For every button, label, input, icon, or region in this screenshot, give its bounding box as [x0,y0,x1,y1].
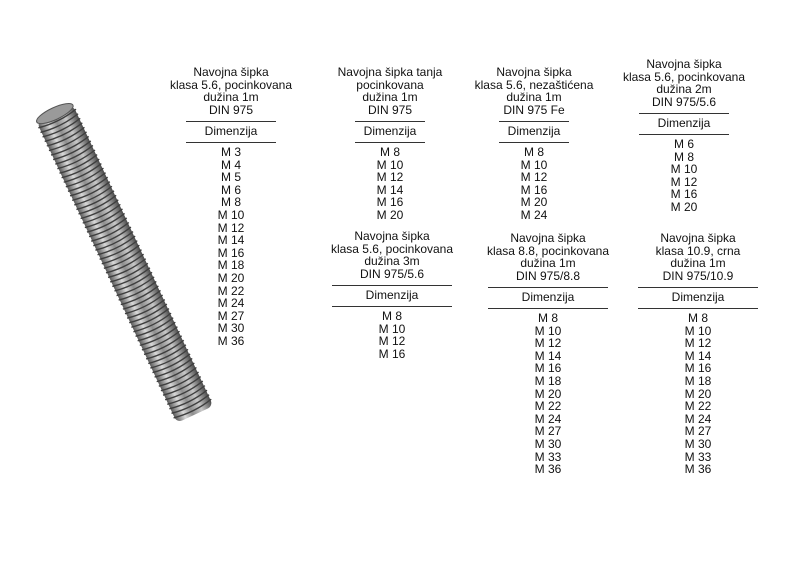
dimension-item: M 30 [534,436,562,451]
dimension-list [161,146,301,348]
table-5 [322,230,462,360]
divider [499,121,569,122]
title-line: dužina 1m [670,256,726,271]
title-line: DIN 975/5.6 [651,94,717,109]
dimension-item: M 33 [684,449,712,464]
title-line: klasa 5.6, pocinkovana [330,241,454,256]
dimension-item: M 20 [670,199,698,214]
title-line: Navojna šipka [510,231,586,245]
dimension-item: M 22 [217,283,245,298]
divider [186,142,276,143]
divider [488,308,608,309]
dimension-item: M 30 [684,436,712,451]
divider [186,121,276,122]
title-line: dužina 2m [656,82,712,97]
dimension-item: M 4 [220,157,241,172]
divider [638,287,758,288]
column-header: Dimenzija [521,290,575,305]
dimension-item: M 24 [684,411,712,426]
column-header: Dimenzija [507,124,561,139]
dimension-item: M 36 [684,462,712,477]
column-header: Dimenzija [365,288,419,303]
title-line: klasa 10.9, crna [655,243,741,258]
dimension-item: M 16 [376,195,404,210]
table-title [478,232,618,282]
dimension-item: M 14 [217,233,245,248]
title-line: DIN 975/8.8 [515,268,581,283]
title-line: dužina 1m [203,90,259,105]
title-line: Navojna šipka [660,231,736,245]
title-line: klasa 8.8, pocinkovana [486,243,610,258]
title-line: klasa 5.6, nezaštićena [474,77,594,92]
dimension-item: M 14 [534,348,562,363]
title-line: Navojna šipka [646,57,722,71]
dimension-item: M 18 [217,258,245,273]
title-line: DIN 975 [367,102,413,117]
dimension-item: M 27 [534,424,562,439]
title-line: Navojna šipka [354,229,430,243]
dimension-item: M 16 [520,182,548,197]
dimension-list [322,310,462,360]
title-line: DIN 975/5.6 [359,266,425,281]
table-4 [614,58,754,214]
dimension-item: M 20 [684,386,712,401]
dimension-item: M 8 [537,310,558,325]
dimension-item: M 20 [534,386,562,401]
table-title [628,232,768,282]
dimension-item: M 3 [220,144,241,159]
dimension-item: M 27 [684,424,712,439]
table-3 [464,66,604,222]
table-6 [478,232,618,476]
divider [355,121,425,122]
dimension-item: M 8 [673,149,694,164]
table-title [320,66,460,116]
title-line: dužina 1m [520,256,576,271]
dimension-item: M 16 [217,245,245,260]
dimension-list [628,312,768,476]
divider [355,142,425,143]
title-line: klasa 5.6, pocinkovana [169,77,293,92]
dimension-item: M 16 [534,361,562,376]
table-title [161,66,301,116]
dimension-item: M 24 [534,411,562,426]
dimension-item: M 24 [520,207,548,222]
dimension-item: M 12 [670,174,698,189]
dimension-item: M 10 [520,157,548,172]
dimension-item: M 16 [378,346,406,361]
title-line: Navojna šipka [496,65,572,79]
dimension-item: M 20 [520,195,548,210]
dimension-item: M 10 [217,207,245,222]
column-header: Dimenzija [671,290,725,305]
dimension-item: M 10 [534,323,562,338]
dimension-item: M 22 [534,399,562,414]
dimension-item: M 16 [684,361,712,376]
dimension-item: M 5 [220,170,241,185]
dimension-item: M 10 [378,321,406,336]
dimension-list [320,146,460,222]
dimension-item: M 12 [378,334,406,349]
dimension-item: M 18 [684,373,712,388]
dimension-list [614,138,754,214]
title-line: pocinkovana [356,77,424,92]
dimension-item: M 8 [381,308,402,323]
dimension-item: M 12 [376,170,404,185]
dimension-item: M 24 [217,296,245,311]
title-line: dužina 3m [364,254,420,269]
dimension-list [464,146,604,222]
title-line: dužina 1m [506,90,562,105]
dimension-item: M 8 [523,144,544,159]
dimension-item: M 8 [220,195,241,210]
dimension-item: M 20 [217,270,245,285]
title-line: DIN 975/10.9 [662,268,734,283]
dimension-item: M 36 [217,333,245,348]
column-header: Dimenzija [657,116,711,131]
dimension-item: M 10 [376,157,404,172]
dimension-item: M 10 [670,162,698,177]
dimension-item: M 8 [687,310,708,325]
dimension-item: M 22 [684,399,712,414]
title-line: dužina 1m [362,90,418,105]
dimension-item: M 14 [376,182,404,197]
dimension-item: M 12 [520,170,548,185]
dimension-item: M 6 [220,182,241,197]
dimension-item: M 30 [217,321,245,336]
dimension-item: M 12 [684,336,712,351]
table-2 [320,66,460,222]
divider [332,285,452,286]
table-7 [628,232,768,476]
divider [488,287,608,288]
title-line: DIN 975 Fe [503,102,565,117]
dimension-item: M 12 [534,336,562,351]
title-line: DIN 975 [208,102,254,117]
title-line: klasa 5.6, pocinkovana [622,69,746,84]
dimension-item: M 6 [673,136,694,151]
dimension-item: M 8 [379,144,400,159]
divider [499,142,569,143]
divider [639,134,729,135]
dimension-item: M 33 [534,449,562,464]
title-line: Navojna šipka tanja [337,65,443,79]
dimension-item: M 12 [217,220,245,235]
dimension-item: M 36 [534,462,562,477]
table-title [464,66,604,116]
dimension-list [478,312,618,476]
column-header: Dimenzija [204,124,258,139]
table-1 [161,66,301,347]
table-title [322,230,462,280]
dimension-item: M 10 [684,323,712,338]
dimension-item: M 20 [376,207,404,222]
dimension-item: M 16 [670,187,698,202]
divider [638,308,758,309]
divider [332,306,452,307]
dimension-item: M 14 [684,348,712,363]
table-title [614,58,754,108]
title-line: Navojna šipka [193,65,269,79]
column-header: Dimenzija [363,124,417,139]
divider [639,113,729,114]
dimension-item: M 18 [534,373,562,388]
dimension-item: M 27 [217,308,245,323]
